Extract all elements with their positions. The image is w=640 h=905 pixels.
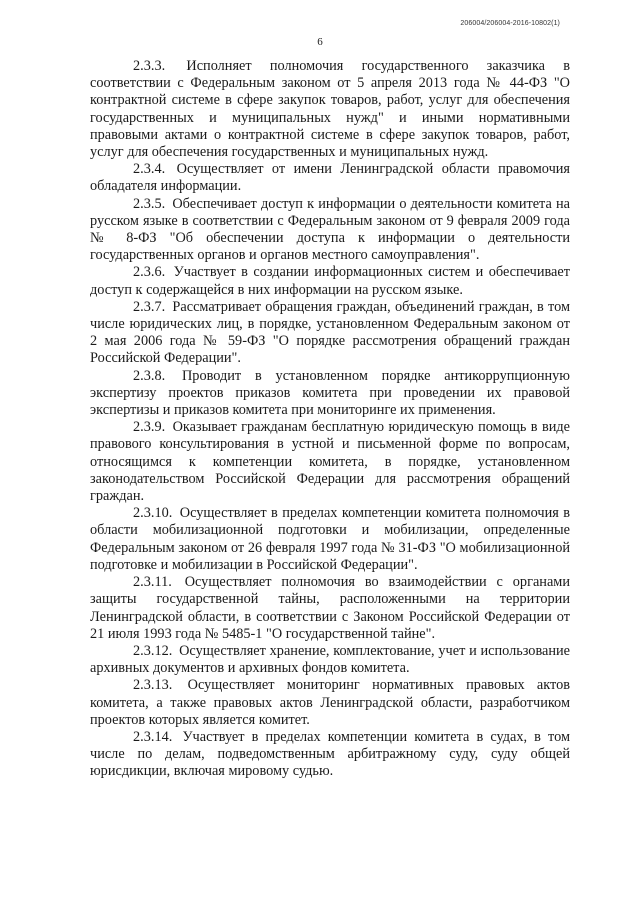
document-id: 206004/206004-2016-10802(1) bbox=[460, 20, 560, 27]
paragraph-number: 2.3.14. bbox=[133, 728, 173, 745]
paragraph-text: Участвует в пределах компетенции комитета в судах, в том числе по делам, подведомственным арбитражному суду, суду общей юрисдикции, включая мировому судью. bbox=[90, 728, 571, 780]
paragraph-2-3-10 bbox=[90, 505, 570, 574]
paragraph-number: 2.3.4. bbox=[133, 161, 166, 178]
paragraph-text: Осуществляет мониторинг нормативных правовых актов комитета, а также правовых актов Ленинградской области, разработчиком проектов которых является комитет. bbox=[90, 677, 570, 728]
paragraph-2-3-4 bbox=[90, 161, 570, 195]
paragraph-text: Осуществляет полномочия во взаимодействии с органами защиты государственной тайны, расположенными на территории Ленинградской области, в соответствии с Законом Российской Федерации от 21 июля 1993 года № 5485-1 "О государственной тайне". bbox=[90, 574, 570, 642]
paragraph-text: Рассматривает обращения граждан, объединений граждан, в том числе юридических лиц, в порядке, установленном Федеральным законом от 2 мая 2006 года № 59-ФЗ "О порядке рассмотрения обращений граждан Российской Федерации". bbox=[90, 298, 571, 367]
paragraph-number: 2.3.11. bbox=[133, 574, 172, 591]
paragraph-2-3-8 bbox=[90, 368, 570, 420]
paragraph-2-3-13 bbox=[90, 677, 570, 729]
paragraph-number: 2.3.8. bbox=[133, 367, 166, 384]
document-body bbox=[90, 58, 570, 781]
paragraph-number: 2.3.6. bbox=[133, 264, 166, 281]
paragraph-2-3-5 bbox=[90, 196, 570, 265]
paragraph-text: Осуществляет от имени Ленинградской области правомочия обладателя информации. bbox=[90, 161, 570, 195]
paragraph-2-3-3 bbox=[90, 58, 570, 161]
page-number: 6 bbox=[317, 36, 323, 48]
paragraph-2-3-12 bbox=[90, 643, 570, 677]
paragraph-text: Осуществляет хранение, комплектование, учет и использование архивных документов и архивных фондов комитета. bbox=[90, 642, 571, 677]
paragraph-number: 2.3.9. bbox=[133, 419, 166, 436]
paragraph-text: Оказывает гражданам бесплатную юридическую помощь в виде правового консультирования в устной и письменной форме по вопросам, относящимся к компетенции комитета, в порядке, установленном законодательством Российской Федерации для рассмотрения обращений граждан. bbox=[90, 419, 570, 505]
paragraph-2-3-11 bbox=[90, 574, 570, 643]
paragraph-2-3-6 bbox=[90, 264, 570, 298]
paragraph-text: Исполняет полномочия государственного заказчика в соответствии с Федеральным законом от 5 апреля 2013 года № 44-ФЗ "О контрактной системе в сфере закупок товаров, работ, услуг для обеспечения государственных и муниципальных нужд" и иными нормативными правовыми актами о контрактной системе в сфере закупок товаров, работ, услуг для обеспечения государственных и муниципальных нужд. bbox=[90, 58, 570, 161]
paragraph-number: 2.3.7. bbox=[133, 298, 166, 315]
paragraph-number: 2.3.13. bbox=[133, 677, 173, 694]
paragraph-number: 2.3.5. bbox=[133, 195, 166, 212]
paragraph-text: Участвует в создании информационных систем и обеспечивает доступ к содержащейся в них информации на русском языке. bbox=[90, 264, 570, 298]
paragraph-text: Проводит в установленном порядке антикоррупционную экспертизу проектов приказов комитета при проведении их правовой экспертизы и приказов комитета при мониторинге их применения. bbox=[90, 367, 570, 419]
paragraph-number: 2.3.12. bbox=[133, 642, 173, 659]
paragraph-text: Обеспечивает доступ к информации о деятельности комитета на русском языке в соответствии с Федеральным законом от 9 февраля 2009 года № 8-ФЗ "Об обеспечении доступа к информации о деятельности государственных органов и органов местного самоуправления". bbox=[90, 195, 570, 264]
paragraph-text: Осуществляет в пределах компетенции комитета полномочия в области мобилизационной подготовки и мобилизации, определенные Федеральным законом от 26 февраля 1997 года № 31-ФЗ "О мобилизационной подготовке и мобилизации в Российской Федерации". bbox=[90, 505, 570, 573]
paragraph-2-3-9 bbox=[90, 419, 570, 505]
paragraph-number: 2.3.10. bbox=[133, 505, 173, 522]
paragraph-number: 2.3.3. bbox=[133, 58, 166, 74]
paragraph-2-3-14 bbox=[90, 729, 570, 781]
paragraph-2-3-7 bbox=[90, 299, 570, 368]
